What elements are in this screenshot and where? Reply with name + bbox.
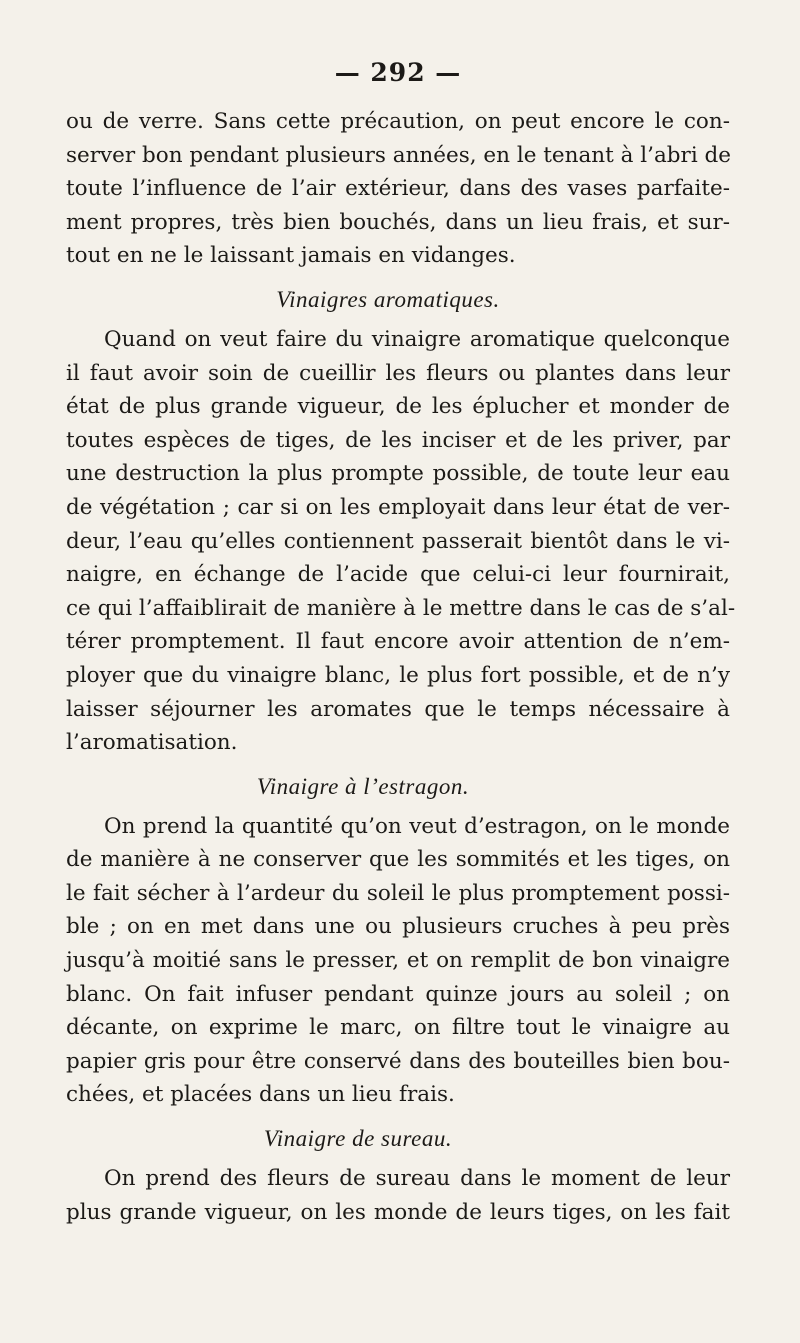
paragraph-vinaigre-sureau: [66, 1162, 730, 1229]
text-line: ou de verre. Sans cette précaution, on peut encore le con-: [66, 109, 730, 134]
section-title-vinaigre-sureau: Vinaigre de sureau.: [263, 1126, 453, 1152]
page-number: — 292 —: [334, 58, 462, 87]
text-line: une destruction la plus prompte possible, de toute leur eau: [66, 461, 730, 487]
text-line: le fait sécher à l’ardeur du soleil le plus promptement possi-: [66, 880, 730, 906]
text-line: l’aromatisation.: [66, 730, 238, 756]
text-line: toutes espèces de tiges, de les inciser et de les priver, par: [66, 427, 730, 453]
text-line: papier gris pour être conservé dans des bouteilles bien bou-: [66, 1048, 730, 1074]
text-line: tout en ne le laissant jamais en vidanges.: [66, 243, 516, 269]
text-line: décante, on exprime le marc, on filtre tout le vinaigre au: [66, 1015, 730, 1041]
text-line: ployer que du vinaigre blanc, le plus fort possible, et de n’y: [66, 662, 730, 688]
text-line: ble ; on en met dans une ou plusieurs cruches à peu près: [66, 914, 730, 940]
text-line: plus grande vigueur, on les monde de leurs tiges, on les fait: [66, 1199, 730, 1225]
text-line: état de plus grande vigueur, de les éplucher et monder de: [66, 394, 730, 420]
text-line: naigre, en échange de l’acide que celui-ci leur fournirait,: [66, 562, 730, 588]
section-title-vinaigre-estragon: Vinaigre à l’estragon.: [256, 773, 470, 799]
text-line: jusqu’à moitié sans le presser, et on remplit de bon vinaigre: [66, 948, 730, 974]
text-line: On prend des fleurs de sureau dans le moment de leur: [104, 1166, 730, 1192]
text-line: blanc. On fait infuser pendant quinze jours au soleil ; on: [66, 981, 730, 1007]
text-line: térer promptement. Il faut encore avoir attention de n’em-: [66, 629, 730, 655]
text-line: chées, et placées dans un lieu frais.: [66, 1082, 455, 1108]
text-line: On prend la quantité qu’on veut d’estragon, on le monde: [104, 813, 730, 839]
paragraph-opening: [66, 105, 730, 273]
text-line: toute l’influence de l’air extérieur, dans des vases parfaite-: [66, 176, 730, 202]
text-line: il faut avoir soin de cueillir les fleurs ou plantes dans leur: [66, 360, 730, 386]
text-line: ment propres, très bien bouchés, dans un lieu frais, et sur-: [66, 209, 730, 235]
section-title-vinaigres-aromatiques: Vinaigres aromatiques.: [276, 286, 500, 312]
paragraph-vinaigres-aromatiques: [66, 323, 736, 760]
text-line: laisser séjourner les aromates que le temps nécessaire à: [66, 696, 730, 722]
text-line: de végétation ; car si on les employait dans leur état de ver-: [66, 494, 730, 520]
text-line: ce qui l’affaiblirait de manière à le mettre dans le cas de s’al-: [66, 595, 736, 621]
text-line: de manière à ne conserver que les sommités et les tiges, on: [66, 847, 730, 873]
paragraph-vinaigre-estragon: [66, 810, 730, 1112]
text-line: Quand on veut faire du vinaigre aromatique quelconque: [104, 326, 730, 352]
text-line: server bon pendant plusieurs années, en le tenant à l’abri de: [66, 142, 732, 168]
text-line: deur, l’eau qu’elles contiennent passerait bientôt dans le vi-: [66, 528, 730, 554]
